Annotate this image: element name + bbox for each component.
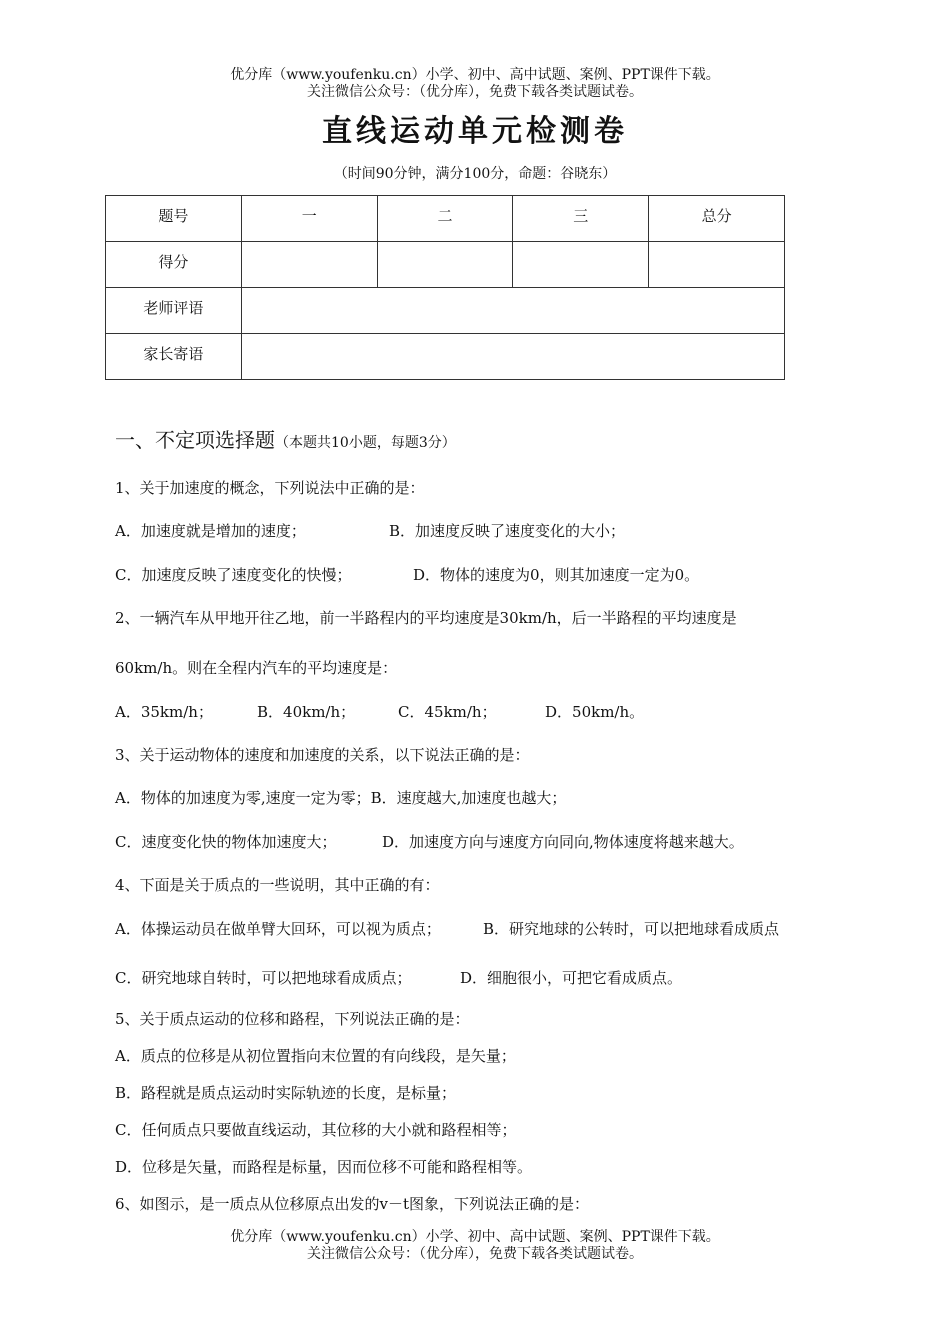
q4-stem: 4、下面是关于质点的一些说明，其中正确的有： <box>115 876 440 894</box>
section-heading <box>115 424 456 453</box>
score-cell <box>649 242 785 288</box>
q3-options-ab: A．物体的加速度为零,速度一定为零；B．速度越大,加速度也越大； <box>115 789 567 807</box>
table-row <box>106 288 785 334</box>
q5-option-a: A．质点的位移是从初位置指向末位置的有向线段，是矢量； <box>115 1047 516 1065</box>
q4-options-ab <box>115 918 780 939</box>
q3-option-d: D．加速度方向与速度方向同向,物体速度将越来越大。 <box>382 833 744 851</box>
q2-options <box>115 701 815 722</box>
q4-options-cd <box>115 967 683 988</box>
q4-option-a: A．体操运动员在做单臂大回环，可以视为质点； <box>115 920 441 938</box>
q2-stem-2: 60km/h。则在全程内汽车的平均速度是： <box>115 659 398 677</box>
header-cell: 一 <box>241 196 377 242</box>
table-row <box>106 334 785 380</box>
table-row <box>106 196 785 242</box>
q3-option-c: C．速度变化快的物体加速度大； <box>115 833 337 851</box>
q1-option-a: A．加速度就是增加的速度； <box>115 522 306 540</box>
section-note: （本题共10小题，每题3分） <box>275 435 456 451</box>
score-cell <box>377 242 513 288</box>
q2-option-b: B．40km/h； <box>257 703 356 721</box>
q5-option-c: C．任何质点只要做直线运动，其位移的大小就和路程相等； <box>115 1121 517 1139</box>
table-row <box>106 242 785 288</box>
score-table <box>105 195 785 380</box>
q1-option-c: C．加速度反映了速度变化的快慢； <box>115 566 352 584</box>
header-cell: 二 <box>377 196 513 242</box>
q4-option-b: B．研究地球的公转时，可以把地球看成质点 <box>483 920 780 938</box>
page-header <box>0 67 950 101</box>
parent-comment-cell <box>241 334 784 380</box>
page-title: 直线运动单元检测卷 <box>322 114 628 149</box>
header-cell: 总分 <box>649 196 785 242</box>
row-label-teacher: 老师评语 <box>106 288 242 334</box>
row-label-score: 得分 <box>106 242 242 288</box>
score-cell <box>241 242 377 288</box>
q4-option-d: D．细胞很小，可把它看成质点。 <box>460 969 683 987</box>
q5-option-b: B．路程就是质点运动时实际轨迹的长度，是标量； <box>115 1084 457 1102</box>
header-cell: 三 <box>513 196 649 242</box>
exam-info: （时间90分钟，满分100分，命题：谷晓东） <box>333 166 617 182</box>
row-label-parent: 家长寄语 <box>106 334 242 380</box>
q5-stem: 5、关于质点运动的位移和路程，下列说法正确的是： <box>115 1010 470 1028</box>
q1-stem: 1、关于加速度的概念，下列说法中正确的是： <box>115 479 425 497</box>
q4-option-c: C．研究地球自转时，可以把地球看成质点； <box>115 969 412 987</box>
header-cell: 题号 <box>106 196 242 242</box>
page-footer <box>0 1229 950 1263</box>
q5-option-d: D．位移是矢量，而路程是标量，因而位移不可能和路程相等。 <box>115 1158 533 1176</box>
section-title: 一、不定项选择题 <box>115 428 275 452</box>
q1-options-cd <box>115 564 700 585</box>
score-cell <box>513 242 649 288</box>
q1-option-b: B．加速度反映了速度变化的大小； <box>389 522 626 540</box>
q2-stem-1: 2、一辆汽车从甲地开往乙地，前一半路程内的平均速度是30km/h，后一半路程的平均速度是 <box>115 609 737 627</box>
q6-stem: 6、如图示，是一质点从位移原点出发的v－t图象，下列说法正确的是： <box>115 1195 590 1213</box>
q1-options-ab <box>115 520 626 541</box>
q2-option-c: C．45km/h； <box>398 703 497 721</box>
q1-option-d: D．物体的速度为0，则其加速度一定为0。 <box>413 566 700 584</box>
footer-line-1: 优分库（www.youfenku.cn）小学、初中、高中试题、案例、PPT课件下载。 <box>230 1229 720 1245</box>
q2-option-a: A．35km/h； <box>115 703 213 721</box>
q3-options-cd <box>115 831 744 852</box>
header-line-2: 关注微信公众号：（优分库），免费下载各类试题试卷。 <box>307 84 643 100</box>
footer-line-2: 关注微信公众号：（优分库），免费下载各类试题试卷。 <box>307 1246 643 1262</box>
q2-option-d: D．50km/h。 <box>545 703 645 721</box>
teacher-comment-cell <box>241 288 784 334</box>
q3-stem: 3、关于运动物体的速度和加速度的关系，以下说法正确的是： <box>115 746 530 764</box>
header-line-1: 优分库（www.youfenku.cn）小学、初中、高中试题、案例、PPT课件下载。 <box>230 67 720 83</box>
